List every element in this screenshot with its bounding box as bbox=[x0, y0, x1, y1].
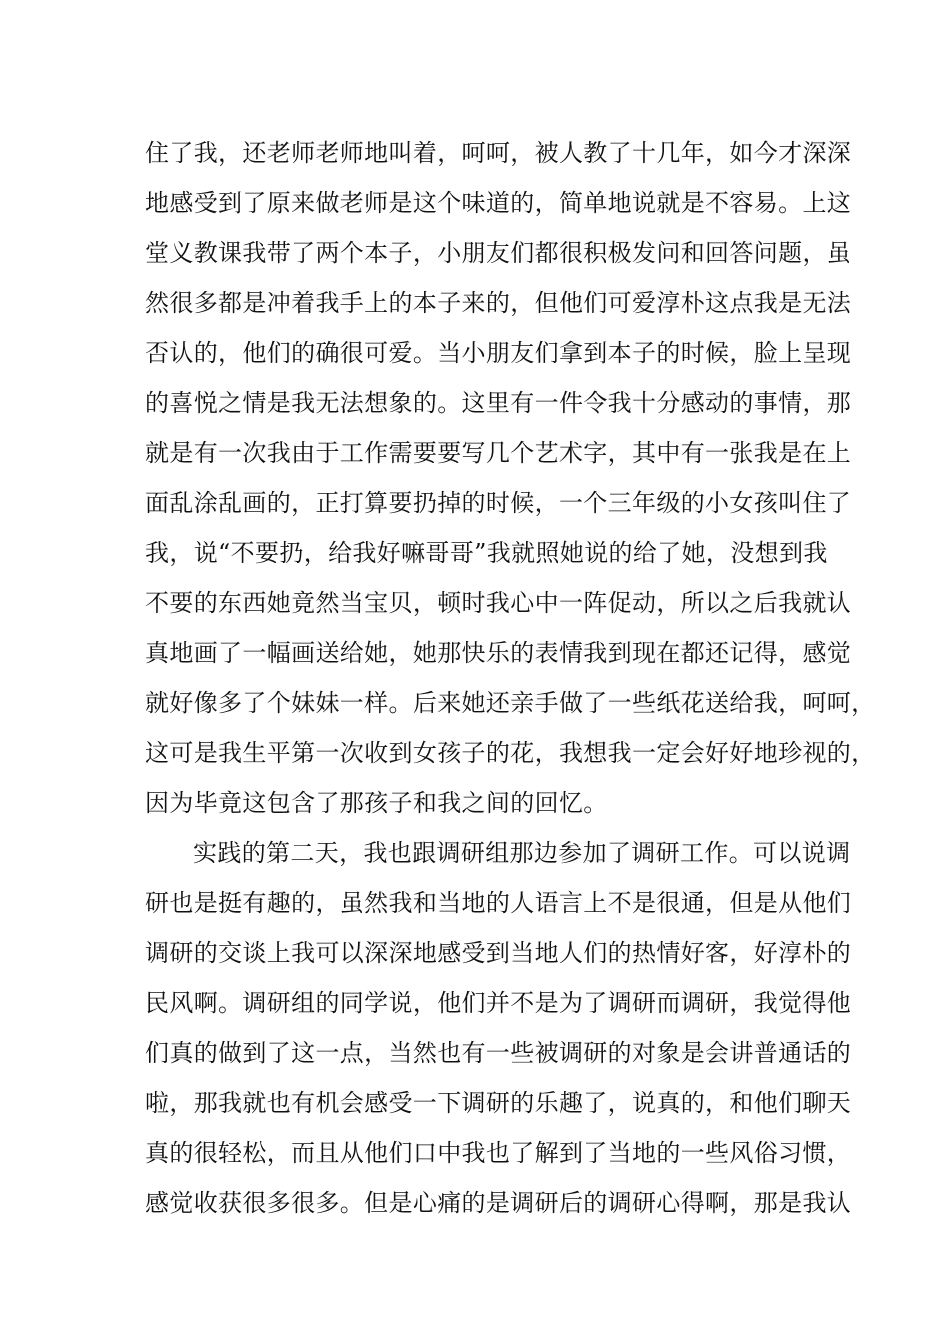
text-line: 地感受到了原来做老师是这个味道的，简单地说就是不容易。上这 bbox=[145, 189, 852, 217]
text-line: 感觉收获很多很多。但是心痛的是调研后的调研心得啊，那是我认 bbox=[145, 1189, 852, 1217]
text-line: 就是有一次我由于工作需要要写几个艺术字，其中有一张我是在上 bbox=[145, 439, 852, 467]
text-line: 民风啊。调研组的同学说，他们并不是为了调研而调研，我觉得他 bbox=[145, 989, 852, 1017]
text-line: 就好像多了个妹妹一样。后来她还亲手做了一些纸花送给我，呵呵， bbox=[145, 689, 876, 717]
text-line: 我，说“不要扔，给我好嘛哥哥”我就照她说的给了她，没想到我 bbox=[145, 539, 828, 567]
text-line: 堂义教课我带了两个本子，小朋友们都很积极发问和回答问题，虽 bbox=[145, 239, 852, 267]
text-line: 不要的东西她竟然当宝贝，顿时我心中一阵促动，所以之后我就认 bbox=[145, 589, 852, 617]
text-line: 面乱涂乱画的，正打算要扔掉的时候，一个三年级的小女孩叫住了 bbox=[145, 489, 852, 517]
text-line: 然很多都是冲着我手上的本子来的，但他们可爱淳朴这点我是无法 bbox=[145, 289, 852, 317]
text-line: 研也是挺有趣的，虽然我和当地的人语言上不是很通，但是从他们 bbox=[145, 889, 852, 917]
text-line: 否认的，他们的确很可爱。当小朋友们拿到本子的时候，脸上呈现 bbox=[145, 339, 852, 367]
text-line: 调研的交谈上我可以深深地感受到当地人们的热情好客，好淳朴的 bbox=[145, 939, 852, 967]
text-line: 的喜悦之情是我无法想象的。这里有一件令我十分感动的事情，那 bbox=[145, 389, 852, 417]
text-line: 真的很轻松，而且从他们口中我也了解到了当地的一些风俗习惯， bbox=[145, 1139, 852, 1167]
text-line: 这可是我生平第一次收到女孩子的花，我想我一定会好好地珍视的， bbox=[145, 739, 876, 767]
text-line: 住了我，还老师老师地叫着，呵呵，被人教了十几年，如今才深深 bbox=[145, 139, 852, 167]
text-line: 啦，那我就也有机会感受一下调研的乐趣了，说真的，和他们聊天 bbox=[145, 1089, 852, 1117]
body-text bbox=[145, 128, 876, 1228]
text-line: 因为毕竟这包含了那孩子和我之间的回忆。 bbox=[145, 789, 608, 817]
text-line: 们真的做到了这一点，当然也有一些被调研的对象是会讲普通话的 bbox=[145, 1039, 852, 1067]
text-line: 真地画了一幅画送给她，她那快乐的表情我到现在都还记得，感觉 bbox=[145, 639, 852, 667]
paragraph-start-line: 实践的第二天，我也跟调研组那边参加了调研工作。可以说调 bbox=[193, 839, 851, 867]
